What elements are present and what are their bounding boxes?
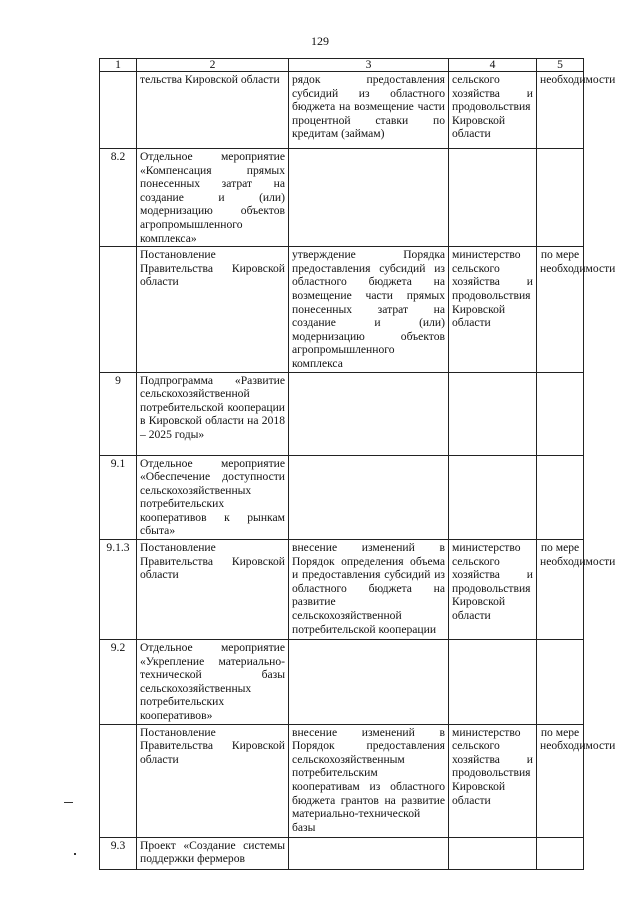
row-number: 9.1 [100, 455, 137, 540]
row-number [100, 247, 137, 372]
table-row [100, 455, 584, 540]
row-name: Отдельное мероприятие «Компенсация прямых понесенных затрат на создание и (или) модернизацию объектов агропромышленного комплекса» [137, 149, 289, 247]
row-action: утверждение Порядка предоставления субсидий из областного бюджета на возмещение части прямых понесенных затрат на создание и (или) модернизацию объектов агропромышленного комплекса [289, 247, 449, 372]
row-executor [449, 640, 537, 725]
table-row [100, 149, 584, 247]
header-cell: 3 [289, 59, 449, 72]
table-row [100, 372, 584, 455]
row-executor: сельского хозяйства и продовольствия Кировской области [449, 72, 537, 149]
row-executor: министерство сельского хозяйства и продовольствия Кировской области [449, 724, 537, 837]
table-row [100, 247, 584, 372]
row-deadline: по мере необходимости [537, 540, 584, 640]
table-header-row [100, 59, 584, 72]
row-action [289, 149, 449, 247]
header-cell: 1 [100, 59, 137, 72]
row-deadline: по мере необходимости [537, 247, 584, 372]
header-cell: 2 [137, 59, 289, 72]
row-name: Постановление Правительства Кировской области [137, 724, 289, 837]
row-deadline [537, 837, 584, 869]
row-executor: министерство сельского хозяйства и продовольствия Кировской области [449, 540, 537, 640]
row-action: внесение изменений в Порядок определения объема и предоставления субсидий из областного бюджета на развитие сельскохозяйственной потребительской кооперации [289, 540, 449, 640]
row-deadline [537, 455, 584, 540]
row-action: внесение изменений в Порядок предоставления сельскохозяйственным потребительским кооперативам из областного бюджета грантов на развитие материально-технической базы [289, 724, 449, 837]
row-number: 9.2 [100, 640, 137, 725]
table-row [100, 72, 584, 149]
row-executor: министерство сельского хозяйства и продовольствия Кировской области [449, 247, 537, 372]
document-table [99, 58, 616, 870]
row-number [100, 724, 137, 837]
row-action [289, 455, 449, 540]
row-deadline: по мере необходимости [537, 724, 584, 837]
row-name: Отдельное мероприятие «Укрепление материально-технической базы сельскохозяйственных потребительских кооперативов» [137, 640, 289, 725]
scan-artifact [64, 802, 73, 803]
row-name: Проект «Создание системы поддержки фермеров [137, 837, 289, 869]
row-number: 9.1.3 [100, 540, 137, 640]
row-executor [449, 149, 537, 247]
row-name: Отдельное мероприятие «Обеспечение доступности сельскохозяйственных потребительских кооперативов к рынкам сбыта» [137, 455, 289, 540]
table-row [100, 640, 584, 725]
row-name: Подпрограмма «Развитие сельскохозяйственной потребительской кооперации в Кировской области на 2018 – 2025 годы» [137, 372, 289, 455]
row-deadline: необходимости [537, 72, 584, 149]
header-cell: 4 [449, 59, 537, 72]
row-number: 8.2 [100, 149, 137, 247]
row-number: 9.3 [100, 837, 137, 869]
scan-artifact [74, 853, 76, 855]
row-deadline [537, 149, 584, 247]
row-name: Постановление Правительства Кировской области [137, 540, 289, 640]
row-deadline [537, 640, 584, 725]
row-action [289, 372, 449, 455]
row-executor [449, 455, 537, 540]
row-number [100, 72, 137, 149]
row-name: Постановление Правительства Кировской области [137, 247, 289, 372]
table-row [100, 724, 584, 837]
table-row [100, 837, 584, 869]
page-number: 129 [311, 34, 329, 48]
row-action: рядок предоставления субсидий из областного бюджета на возмещение части процентной ставки по кредитам (займам) [289, 72, 449, 149]
row-executor [449, 837, 537, 869]
row-name: тельства Кировской области [137, 72, 289, 149]
header-cell: 5 [537, 59, 584, 72]
row-deadline [537, 372, 584, 455]
row-action [289, 837, 449, 869]
row-action [289, 640, 449, 725]
row-number: 9 [100, 372, 137, 455]
row-executor [449, 372, 537, 455]
table-row [100, 540, 584, 640]
